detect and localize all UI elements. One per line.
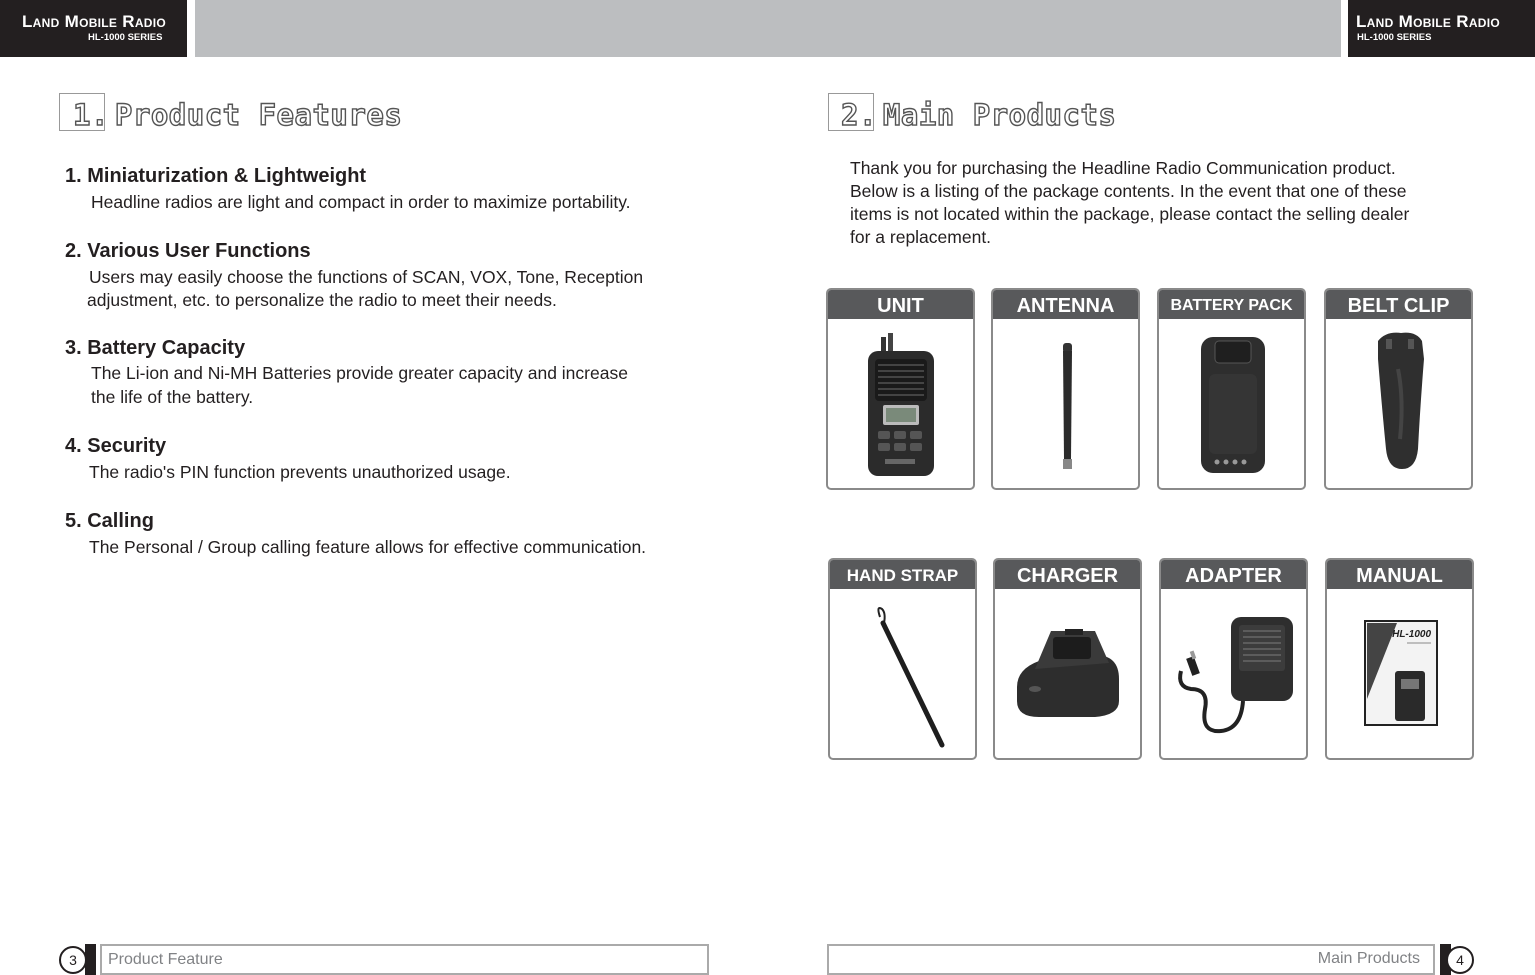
feature-body: the life of the battery. — [91, 387, 254, 407]
feature-heading: 5. Calling — [65, 510, 154, 532]
page-number-left: 3 — [59, 946, 87, 974]
feature-heading: 3. Battery Capacity — [65, 337, 246, 359]
product-card-charger — [993, 558, 1142, 760]
feature-body: Headline radios are light and compact in order to maximize portability. — [91, 192, 631, 212]
product-label: CHARGER — [995, 560, 1140, 589]
intro-line: items is not located within the package, please contact the selling dealer — [850, 204, 1410, 224]
adapter-icon — [1161, 589, 1306, 758]
footer-label-right — [827, 944, 1435, 975]
feature-heading: 4. Security — [65, 435, 167, 457]
brand-block-right — [1348, 0, 1535, 57]
feature-body: The Personal / Group calling feature allows for effective communication. — [89, 537, 647, 557]
page-number-right: 4 — [1446, 946, 1474, 974]
product-card-belt-clip — [1324, 288, 1473, 490]
intro-line: Thank you for purchasing the Headline Radio Communication product. — [850, 158, 1396, 178]
charger-icon — [995, 589, 1140, 758]
product-card-manual — [1325, 558, 1474, 760]
product-label: BELT CLIP — [1326, 290, 1471, 319]
section-number: 1. — [73, 98, 109, 132]
section-title: Product Features — [114, 98, 403, 132]
intro-line: Below is a listing of the package contents. In the event that one of these — [850, 181, 1407, 201]
battery-pack-icon — [1159, 319, 1304, 488]
intro-paragraph — [850, 157, 1470, 249]
footer-block — [85, 944, 96, 975]
feature-body: The Li-ion and Ni-MH Batteries provide greater capacity and increase — [91, 363, 628, 383]
intro-line: for a replacement. — [850, 227, 992, 247]
product-label: ADAPTER — [1161, 560, 1306, 589]
product-card-hand-strap — [828, 558, 977, 760]
product-label: ANTENNA — [993, 290, 1138, 319]
product-label: HAND STRAP — [830, 560, 975, 589]
product-card-battery-pack — [1157, 288, 1306, 490]
section-title-main-products — [841, 98, 1116, 132]
brand-title: Land Mobile Radio — [1356, 12, 1501, 31]
feature-heading: 2. Various User Functions — [65, 240, 311, 262]
brand-subtitle: HL-1000 SERIES — [1357, 32, 1432, 43]
brand-block-left — [0, 0, 187, 57]
feature-body: adjustment, etc. to personalize the radio to meet their needs. — [87, 290, 557, 310]
footer-text: Main Products — [1317, 950, 1420, 967]
belt-clip-icon — [1326, 319, 1471, 488]
section-title-product-features — [73, 98, 402, 132]
product-card-antenna — [991, 288, 1140, 490]
brand-subtitle: HL-1000 SERIES — [88, 32, 163, 43]
hand-strap-icon — [830, 589, 975, 758]
radio-unit-icon — [828, 319, 973, 488]
feature-heading: 1. Miniaturization & Lightweight — [65, 165, 367, 187]
product-label: BATTERY PACK — [1159, 290, 1304, 319]
antenna-icon — [993, 319, 1138, 488]
feature-body: The radio's PIN function prevents unauthorized usage. — [89, 462, 511, 482]
manual-cover-title: HL-1000 — [1392, 629, 1431, 640]
footer-text: Product Feature — [108, 951, 223, 968]
product-label: UNIT — [828, 290, 973, 319]
product-card-adapter — [1159, 558, 1308, 760]
header-bar — [195, 0, 1341, 57]
section-title: Main Products — [882, 98, 1117, 132]
brand-title: Land Mobile Radio — [22, 12, 167, 31]
product-label: MANUAL — [1327, 560, 1472, 589]
product-card-unit — [826, 288, 975, 490]
footer-label-left — [100, 944, 709, 975]
feature-body: Users may easily choose the functions of SCAN, VOX, Tone, Reception — [89, 267, 644, 287]
manual-icon — [1327, 589, 1472, 758]
section-number: 2. — [841, 98, 877, 132]
